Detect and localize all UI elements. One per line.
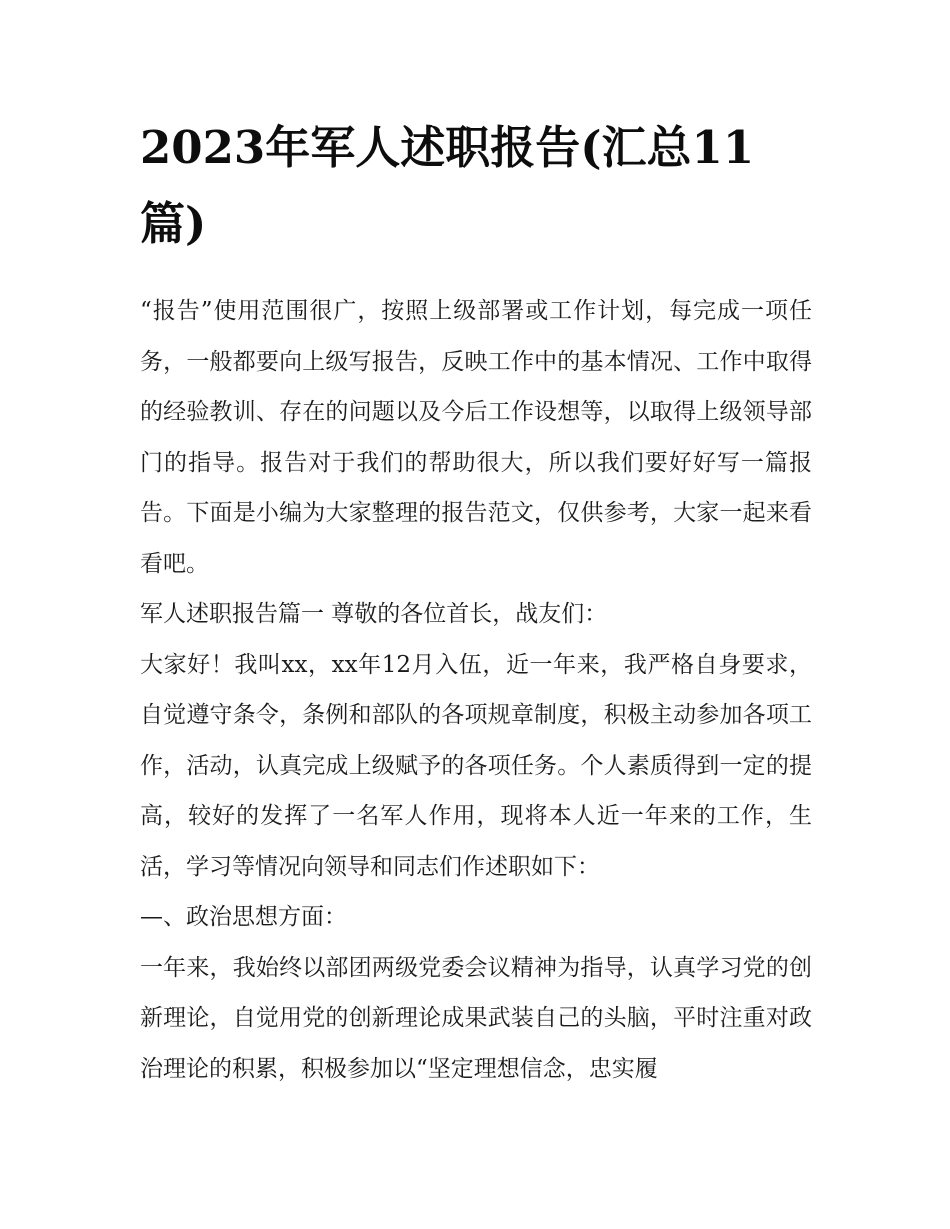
document-title: 2023年军人述职报告(汇总11篇) [140,121,755,250]
document-content [140,110,812,1094]
political-thought-paragraph: 一年来，我始终以部团两级党委会议精神为指导，认真学习党的创新理论，自觉用党的创新理论成果武装自己的头脑，平时注重对政治理论的积累，积极参加以“坚定理想信念，忠实履 [140,954,812,1082]
document-body [140,286,812,1094]
intro-paragraph: “报告”使用范围很广，按照上级部署或工作计划，每完成一项任务，一般都要向上级写报告，反映工作中的基本情况、工作中取得的经验教训、存在的问题以及今后工作设想等，以取得上级领导部门的指导。报告对于我们的帮助很大，所以我们要好好写一篇报告。下面是小编为大家整理的报告范文，仅供参考，大家一起来看看吧。 [140,298,812,577]
subheading-political-thought: —、政治思想方面： [140,904,347,930]
section-heading-part-one: 军人述职报告篇一 尊敬的各位首长，战友们： [140,601,608,627]
self-introduction-paragraph: 大家好！我叫xx，xx年12月入伍，近一年来，我严格自身要求，自觉遵守条令，条例和部队的各项规章制度，积极主动参加各项工作，活动，认真完成上级赋予的各项任务。个人素质得到一定的提高，较好的发挥了一名军人作用，现将本人近一年来的工作，生活，学习等情况向领导和同志们作述职如下： [140,651,812,880]
